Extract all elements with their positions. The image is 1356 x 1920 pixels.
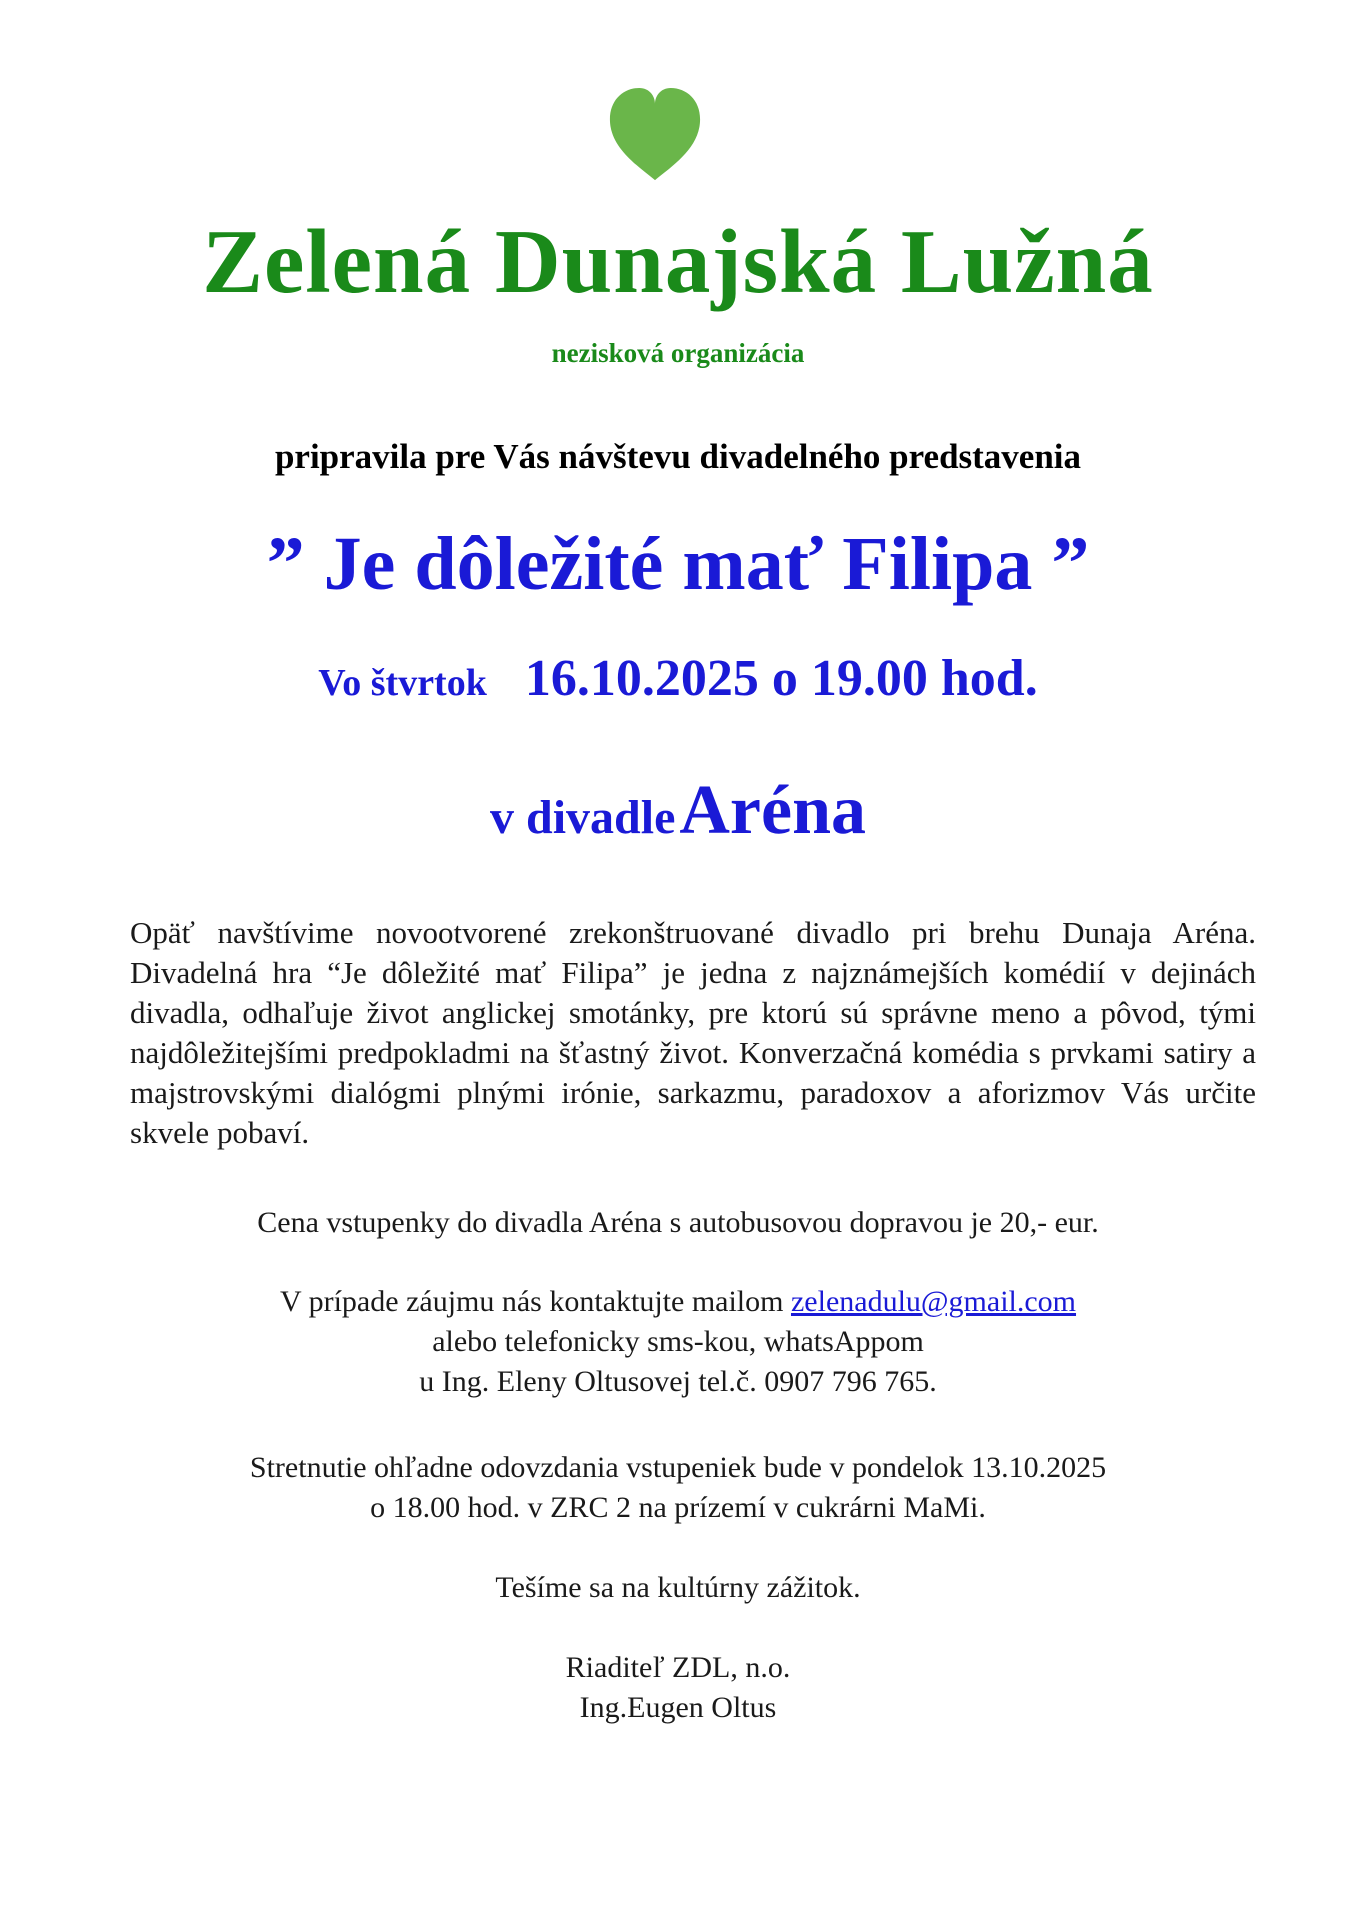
contact-prefix: V prípade záujmu nás kontaktujte mailom: [279, 1285, 784, 1318]
contact-line-1: [0, 1282, 1356, 1322]
meeting-block: [0, 1448, 1356, 1528]
organization-name: Zelená Dunajská Lužná: [202, 211, 1154, 312]
event-description: Opäť navštívime novootvorené zrekonštruované divadlo pri brehu Dunaja Aréna. Divadelná hra “Je dôležité mať Filipa” je jedna z najznámejších komédií v dejinách divadla, odhaľuje život anglickej smotánky, pre ktorú sú správne meno a pôvod, tými najdôležitejšími predpokladmi na šťastný život. Konverzačná komédia s prvkami satiry a majstrovskými dialógmi plnými irónie, sarkazmu, paradoxov a aforizmov Vás určite skvele pobaví.: [130, 915, 1256, 1150]
event-datetime: 16.10.2025 o 19.00 hod.: [524, 650, 1038, 707]
heart-logo-shape: [610, 88, 700, 180]
ticket-price: Cena vstupenky do divadla Aréna s autobusovou dopravou je 20,- eur.: [257, 1206, 1099, 1239]
meeting-line-2: o 18.00 hod. v ZRC 2 na prízemí v cukrárni MaMi.: [370, 1491, 986, 1524]
intro-text: pripravila pre Vás návštevu divadelného predstavenia: [274, 437, 1082, 476]
date-line: [0, 648, 1356, 722]
closing-text: Tešíme sa na kultúrny zážitok.: [495, 1571, 861, 1604]
play-title: ” Je dôležité mať Filipa ”: [266, 522, 1090, 606]
venue-name: Aréna: [679, 772, 866, 849]
signature-block: [0, 1648, 1356, 1728]
contact-line-2: alebo telefonicky sms-kou, whatsAppom: [432, 1325, 924, 1358]
signature-name: Ing.Eugen Oltus: [579, 1691, 777, 1724]
contact-block: [0, 1282, 1356, 1402]
heart-icon: [606, 86, 704, 184]
signature-role: Riaditeľ ZDL, n.o.: [565, 1651, 791, 1684]
venue-line: [0, 771, 1356, 869]
email-link[interactable]: zelenadulu@gmail.com: [790, 1285, 1077, 1318]
organization-subtitle: nezisková organizácia: [551, 338, 805, 368]
event-day: Vo štvrtok: [318, 662, 487, 704]
venue-prefix: v divadle: [490, 791, 676, 844]
contact-line-3: u Ing. Eleny Oltusovej tel.č. 0907 796 765.: [419, 1365, 937, 1398]
meeting-line-1: Stretnutie ohľadne odovzdania vstupeniek bude v pondelok 13.10.2025: [249, 1451, 1107, 1484]
